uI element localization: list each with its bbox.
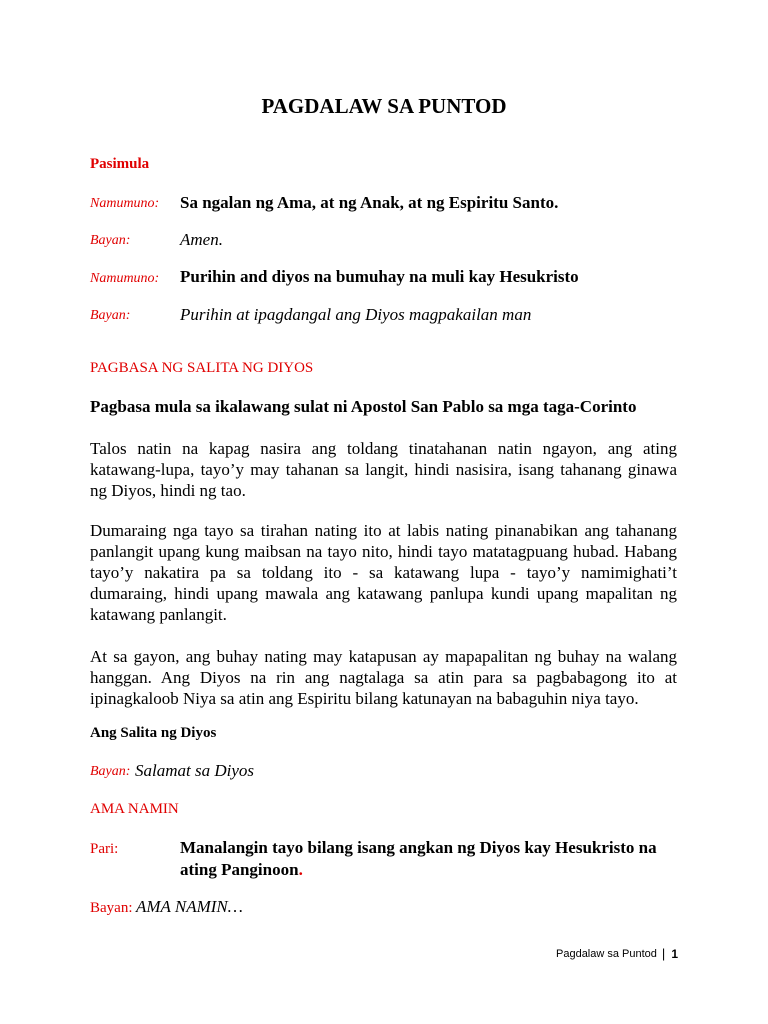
priest-line-end: ating Panginoon [180, 860, 299, 879]
page-number: 1 [671, 946, 678, 961]
section-heading-ama-namin: AMA NAMIN [90, 801, 179, 817]
priest-line-continued [180, 860, 303, 880]
reading-title: Pagbasa mula sa ikalawang sulat ni Apostol San Pablo sa mga taga-Corinto [90, 397, 637, 416]
reading-paragraph: Talos natin na kapag nasira ang toldang tinatahanan natin ngayon, ang ating katawang-lupa, tayo’y may tahanan sa langit, hindi nasisira, isang tahanang ginawa ng Diyos, hindi ng tao. [90, 439, 677, 500]
section-heading-pasimula: Pasimula [90, 156, 150, 172]
people-response: Purihin at ipagdangal ang Diyos magpakailan man [180, 305, 532, 324]
footer-label: Pagdalaw sa Puntod [556, 947, 657, 960]
speaker-label: Bayan: [90, 900, 133, 916]
speaker-label: Namumuno: [90, 271, 160, 286]
page-footer [556, 946, 678, 961]
reading-paragraph: Dumaraing nga tayo sa tirahan nating ito at labis nating pinanabikan ang tahanang panlangit upang kung maibsan na tayo nito, hindi tayo matatagpuang hubad. Habang tayo’y nakatira pa sa toldang ito - sa katawang lupa - tayo’y namimighati’t dumaraing, hindi upang mawala ang katawang panlupa kundi upang mapalitan ng katawang panlangit. [90, 521, 677, 624]
leader-line: Purihin and diyos na bumuhay na muli kay Hesukristo [180, 267, 579, 286]
reading-paragraph: At sa gayon, ang buhay nating may katapusan ay mapapalitan ng buhay na walang hanggan. Ang Diyos na rin ang nagtalaga sa atin para sa pagbabagong ito at ipinagkaloob Niya sa atin ang Espiritu bilang katunayan na babaguhin niya tayo. [90, 647, 677, 708]
speaker-label: Bayan: [90, 233, 131, 248]
footer-separator: | [661, 946, 666, 961]
section-heading-reading: PAGBASA NG SALITA NG DIYOS [90, 360, 314, 376]
priest-line: Manalangin tayo bilang isang angkan ng Diyos kay Hesukristo na [180, 838, 657, 857]
reading-closing: Ang Salita ng Diyos [90, 725, 217, 741]
priest-line-period: . [298, 860, 303, 879]
people-response: Amen. [180, 230, 223, 249]
speaker-label: Bayan: [90, 764, 131, 779]
people-response: Salamat sa Diyos [135, 761, 254, 780]
speaker-label: Namumuno: [90, 196, 160, 211]
leader-line: Sa ngalan ng Ama, at ng Anak, at ng Espiritu Santo. [180, 193, 559, 212]
people-response: AMA NAMIN… [136, 897, 243, 916]
speaker-label: Pari: [90, 841, 119, 857]
page-title: PAGDALAW SA PUNTOD [261, 94, 507, 118]
speaker-label: Bayan: [90, 308, 131, 323]
